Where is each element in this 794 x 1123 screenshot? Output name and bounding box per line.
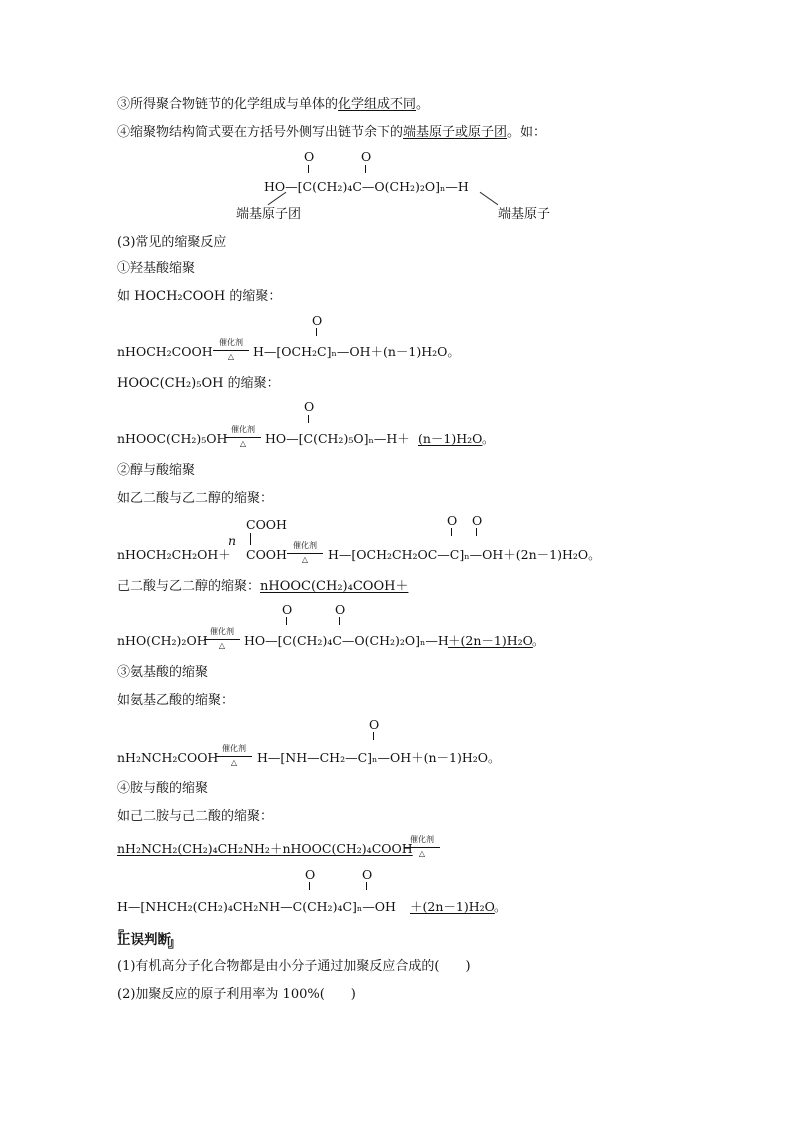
reaction-arrow xyxy=(204,639,240,640)
double-bond xyxy=(365,165,366,173)
condition: △ xyxy=(418,849,426,858)
product: H—[OCH₂C]ₙ—OH＋(n－1)H₂O。 xyxy=(253,344,460,359)
text-line-4 xyxy=(117,124,546,142)
condition: △ xyxy=(239,439,247,448)
carbonyl-o: O xyxy=(305,867,316,882)
condition: 催化剂 xyxy=(219,338,243,347)
end-group-label: 端基原子团 xyxy=(236,207,302,222)
double-bond xyxy=(373,732,374,740)
underlined-answer: 化学组成不同 xyxy=(338,97,417,112)
condition: 催化剂 xyxy=(210,627,234,636)
condition: 催化剂 xyxy=(222,744,246,753)
subsection-heading: ④胺与酸的缩聚 xyxy=(117,781,209,796)
double-bond xyxy=(366,882,367,890)
carbonyl-o: O xyxy=(362,867,373,882)
pointer-line xyxy=(480,192,499,205)
carbonyl-o: O xyxy=(447,513,458,528)
product: H—[NH—CH₂—C]ₙ—OH＋(n－1)H₂O。 xyxy=(257,750,501,765)
text-end: 。 xyxy=(416,97,430,112)
underlined-answer: 端基原子或原子团 xyxy=(403,125,508,140)
double-bond xyxy=(316,328,317,336)
reactant: nH₂NCH₂COOH xyxy=(117,750,219,765)
condition: △ xyxy=(230,758,238,767)
oxalic-top: COOH xyxy=(246,517,287,532)
formula: HO—[C(CH₂)₄C—O(CH₂)₂O]ₙ—H xyxy=(264,179,469,194)
product: H—[OCH₂CH₂OC—C]ₙ—OH＋(2n－1)H₂O。 xyxy=(328,547,601,562)
product: H—[NHCH₂(CH₂)₄CH₂NH—C(CH₂)₄C]ₙ—OH xyxy=(117,899,396,914)
underlined-answer: nHOOC(CH₂)₄COOH＋ xyxy=(260,579,409,594)
double-bond xyxy=(451,528,452,536)
text: HOOC(CH₂)₅OH 的缩聚： xyxy=(117,376,280,391)
double-bond xyxy=(286,617,287,625)
text-line-3 xyxy=(117,96,429,114)
carbonyl-o: O xyxy=(369,717,380,732)
reaction-arrow xyxy=(225,437,261,438)
condition: △ xyxy=(218,641,226,650)
underlined-answer: ＋(2n－1)H₂O xyxy=(448,633,533,648)
reaction-arrow xyxy=(216,756,252,757)
condition: 催化剂 xyxy=(410,835,434,844)
reaction-arrow xyxy=(213,350,249,351)
text-line xyxy=(117,578,408,596)
reactant: nHOOC(CH₂)₅OH xyxy=(117,431,228,446)
reactant: nHO(CH₂)₂OH xyxy=(117,633,208,648)
reactant: nH₂NCH₂(CH₂)₄CH₂NH₂＋nHOOC(CH₂)₄COOH xyxy=(117,841,413,856)
subsection-heading: ③氨基酸的缩聚 xyxy=(117,665,209,680)
period: 。 xyxy=(482,431,495,446)
single-bond xyxy=(250,533,251,545)
text: ③所得聚合物链节的化学组成与单体的 xyxy=(117,97,339,112)
double-bond xyxy=(308,415,309,423)
product: HO—[C(CH₂)₄C—O(CH₂)₂O]ₙ—H xyxy=(244,633,449,648)
carbonyl-o: O xyxy=(304,399,315,414)
double-bond xyxy=(309,882,310,890)
double-bond xyxy=(308,165,309,173)
text: 如氨基乙酸的缩聚： xyxy=(117,693,235,708)
judge-title-text: 正误判断 xyxy=(117,932,171,948)
end-atom-label: 端基原子 xyxy=(498,207,551,222)
carbonyl-o: O xyxy=(472,513,483,528)
carbonyl-o: O xyxy=(282,602,293,617)
text: 如己二胺与己二酸的缩聚： xyxy=(117,809,274,824)
carbonyl-o: O xyxy=(335,602,346,617)
carbonyl-o: O xyxy=(304,149,315,164)
text-end: 。如： xyxy=(507,125,547,140)
reaction-arrow xyxy=(404,847,440,848)
double-bond xyxy=(339,617,340,625)
text: 如乙二酸与乙二醇的缩聚： xyxy=(117,491,274,506)
reactant: nHOCH₂CH₂OH＋ xyxy=(117,547,231,562)
underlined-answer: ＋(2n－1)H₂O xyxy=(410,899,495,914)
product: HO—[C(CH₂)₅O]ₙ—H＋ xyxy=(265,431,410,446)
oxalic-bottom: COOH xyxy=(246,547,287,562)
condition: 催化剂 xyxy=(231,425,255,434)
text: ④缩聚物结构简式要在方括号外侧写出链节余下的 xyxy=(117,125,404,140)
period: 。 xyxy=(532,633,545,648)
question-2: (2)加聚反应的原子利用率为 100%( ) xyxy=(117,987,356,1002)
period: 。 xyxy=(494,899,507,914)
condition: 催化剂 xyxy=(293,541,317,550)
reaction-arrow xyxy=(287,553,323,554)
section-heading: (3)常见的缩聚反应 xyxy=(117,235,227,250)
underlined-answer: (n－1)H₂O xyxy=(418,431,483,446)
reactant: nHOCH₂COOH xyxy=(117,344,213,359)
text: 己二酸与乙二醇的缩聚： xyxy=(117,579,261,594)
subsection-heading: ②醇与酸缩聚 xyxy=(117,463,196,478)
carbonyl-o: O xyxy=(312,313,323,328)
coefficient: n xyxy=(228,533,237,548)
condition: △ xyxy=(227,352,235,361)
carbonyl-o: O xyxy=(361,149,372,164)
condition: △ xyxy=(301,555,309,564)
double-bond xyxy=(476,528,477,536)
question-1: (1)有机高分子化合物都是由小分子通过加聚反应合成的( ) xyxy=(117,959,471,974)
judge-title xyxy=(117,931,171,949)
subsection-heading: ①羟基酸缩聚 xyxy=(117,261,196,276)
text: 如 HOCH₂COOH 的缩聚： xyxy=(117,289,282,304)
